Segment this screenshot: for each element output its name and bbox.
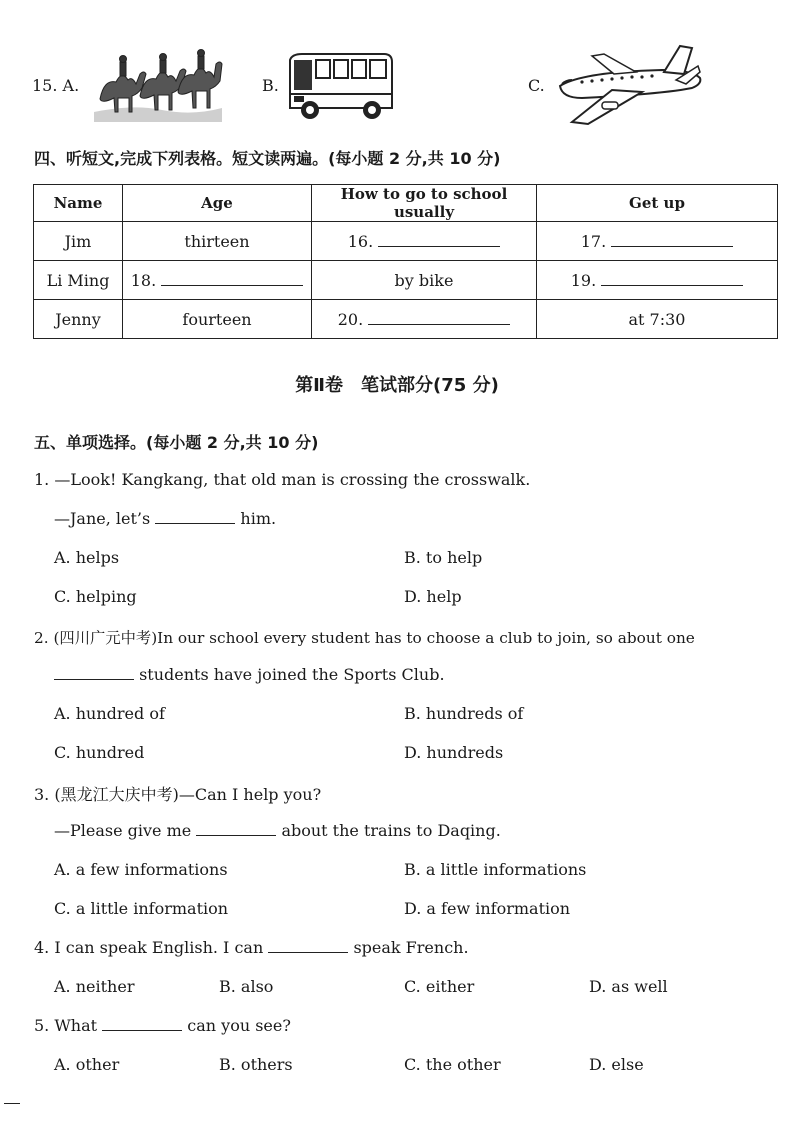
- option-a[interactable]: A. neither: [54, 977, 135, 996]
- cell-get-up: at 7:30: [537, 300, 778, 339]
- blank-number: 20.: [337, 309, 364, 329]
- blank-number: 18.: [130, 270, 157, 290]
- bus-picture: [284, 50, 396, 126]
- cell-name: Jim: [34, 222, 123, 261]
- option-c[interactable]: C. a little information: [54, 899, 229, 918]
- option-c[interactable]: C. helping: [54, 587, 137, 606]
- option-b[interactable]: B. hundreds of: [404, 704, 524, 723]
- header-age: Age: [123, 185, 312, 222]
- question-2-text-post: students have joined the Sports Club.: [139, 665, 445, 684]
- option-d[interactable]: D. a few information: [404, 899, 571, 918]
- option-a[interactable]: A. a few informations: [54, 860, 228, 879]
- question-5-text-pre: 5. What: [34, 1016, 98, 1035]
- option-b[interactable]: B. to help: [404, 548, 483, 567]
- answer-blank-19[interactable]: [601, 285, 743, 286]
- answer-blank-16[interactable]: [378, 246, 500, 247]
- q15-label-c: C.: [528, 76, 545, 95]
- question-2-stem: 2. (四川广元中考)In our school every student has to choose a club to join, so about one: [34, 629, 695, 647]
- page-divider: [4, 1103, 20, 1104]
- option-b[interactable]: B. also: [219, 977, 274, 996]
- question-5-stem: [34, 1016, 291, 1035]
- cell-transport: [312, 222, 537, 261]
- option-c[interactable]: C. hundred: [54, 743, 145, 762]
- header-transport: How to go to school usually: [312, 185, 537, 222]
- option-d[interactable]: D. else: [589, 1055, 644, 1074]
- cell-transport: by bike: [312, 261, 537, 300]
- table-row: [34, 261, 778, 300]
- answer-blank-18[interactable]: [161, 285, 303, 286]
- blank-number: 19.: [570, 270, 597, 290]
- answer-blank-17[interactable]: [611, 246, 733, 247]
- question-3-stem: 3. (黑龙江大庆中考)—Can I help you?: [34, 785, 322, 804]
- airplane-picture: [552, 42, 704, 132]
- question-5-blank[interactable]: [102, 1030, 182, 1031]
- option-a[interactable]: A. other: [54, 1055, 120, 1074]
- question-3-line2: [54, 821, 501, 840]
- question-2-line2: [54, 665, 445, 684]
- cell-get-up: [537, 222, 778, 261]
- option-d[interactable]: D. as well: [589, 977, 668, 996]
- question-4-text-post: speak French.: [353, 938, 469, 957]
- option-a[interactable]: A. helps: [54, 548, 120, 567]
- listening-table: [33, 184, 778, 339]
- question-1-stem: 1. —Look! Kangkang, that old man is crossing the crosswalk.: [34, 470, 531, 489]
- answer-blank-20[interactable]: [368, 324, 510, 325]
- question-4-text-pre: 4. I can speak English. I can: [34, 938, 264, 957]
- question-4-stem: [34, 938, 469, 957]
- option-b[interactable]: B. others: [219, 1055, 293, 1074]
- camel-caravan-picture: [92, 44, 224, 128]
- question-1-blank[interactable]: [155, 523, 235, 524]
- option-c[interactable]: C. the other: [404, 1055, 501, 1074]
- question-1-line2: [54, 509, 276, 528]
- table-header-row: [34, 185, 778, 222]
- cell-age: thirteen: [123, 222, 312, 261]
- table-row: [34, 222, 778, 261]
- section5-title: 五、单项选择。(每小题 2 分,共 10 分): [34, 433, 319, 452]
- q15-label-b: B.: [262, 76, 279, 95]
- cell-age: [123, 261, 312, 300]
- cell-name: Jenny: [34, 300, 123, 339]
- option-d[interactable]: D. help: [404, 587, 462, 606]
- header-name: Name: [34, 185, 123, 222]
- cell-age: fourteen: [123, 300, 312, 339]
- cell-name: Li Ming: [34, 261, 123, 300]
- cell-transport: [312, 300, 537, 339]
- table-row: [34, 300, 778, 339]
- question-1-text-post: him.: [240, 509, 277, 528]
- question-3-blank[interactable]: [196, 835, 276, 836]
- question-3-text-post: about the trains to Daqing.: [281, 821, 501, 840]
- option-d[interactable]: D. hundreds: [404, 743, 504, 762]
- question-2-blank[interactable]: [54, 679, 134, 680]
- question-1-text-pre: —Jane, let’s: [54, 509, 151, 528]
- blank-number: 17.: [580, 231, 607, 251]
- header-get-up: Get up: [537, 185, 778, 222]
- cell-get-up: [537, 261, 778, 300]
- part2-title: 第Ⅱ卷 笔试部分(75 分): [295, 375, 499, 396]
- question-5-text-post: can you see?: [187, 1016, 291, 1035]
- blank-number: 16.: [347, 231, 374, 251]
- question-3-text-pre: —Please give me: [54, 821, 192, 840]
- section4-title: 四、听短文,完成下列表格。短文读两遍。(每小题 2 分,共 10 分): [34, 149, 501, 168]
- option-c[interactable]: C. either: [404, 977, 475, 996]
- question-4-blank[interactable]: [268, 952, 348, 953]
- option-b[interactable]: B. a little informations: [404, 860, 587, 879]
- option-a[interactable]: A. hundred of: [54, 704, 165, 723]
- q15-label-a: 15. A.: [32, 76, 80, 95]
